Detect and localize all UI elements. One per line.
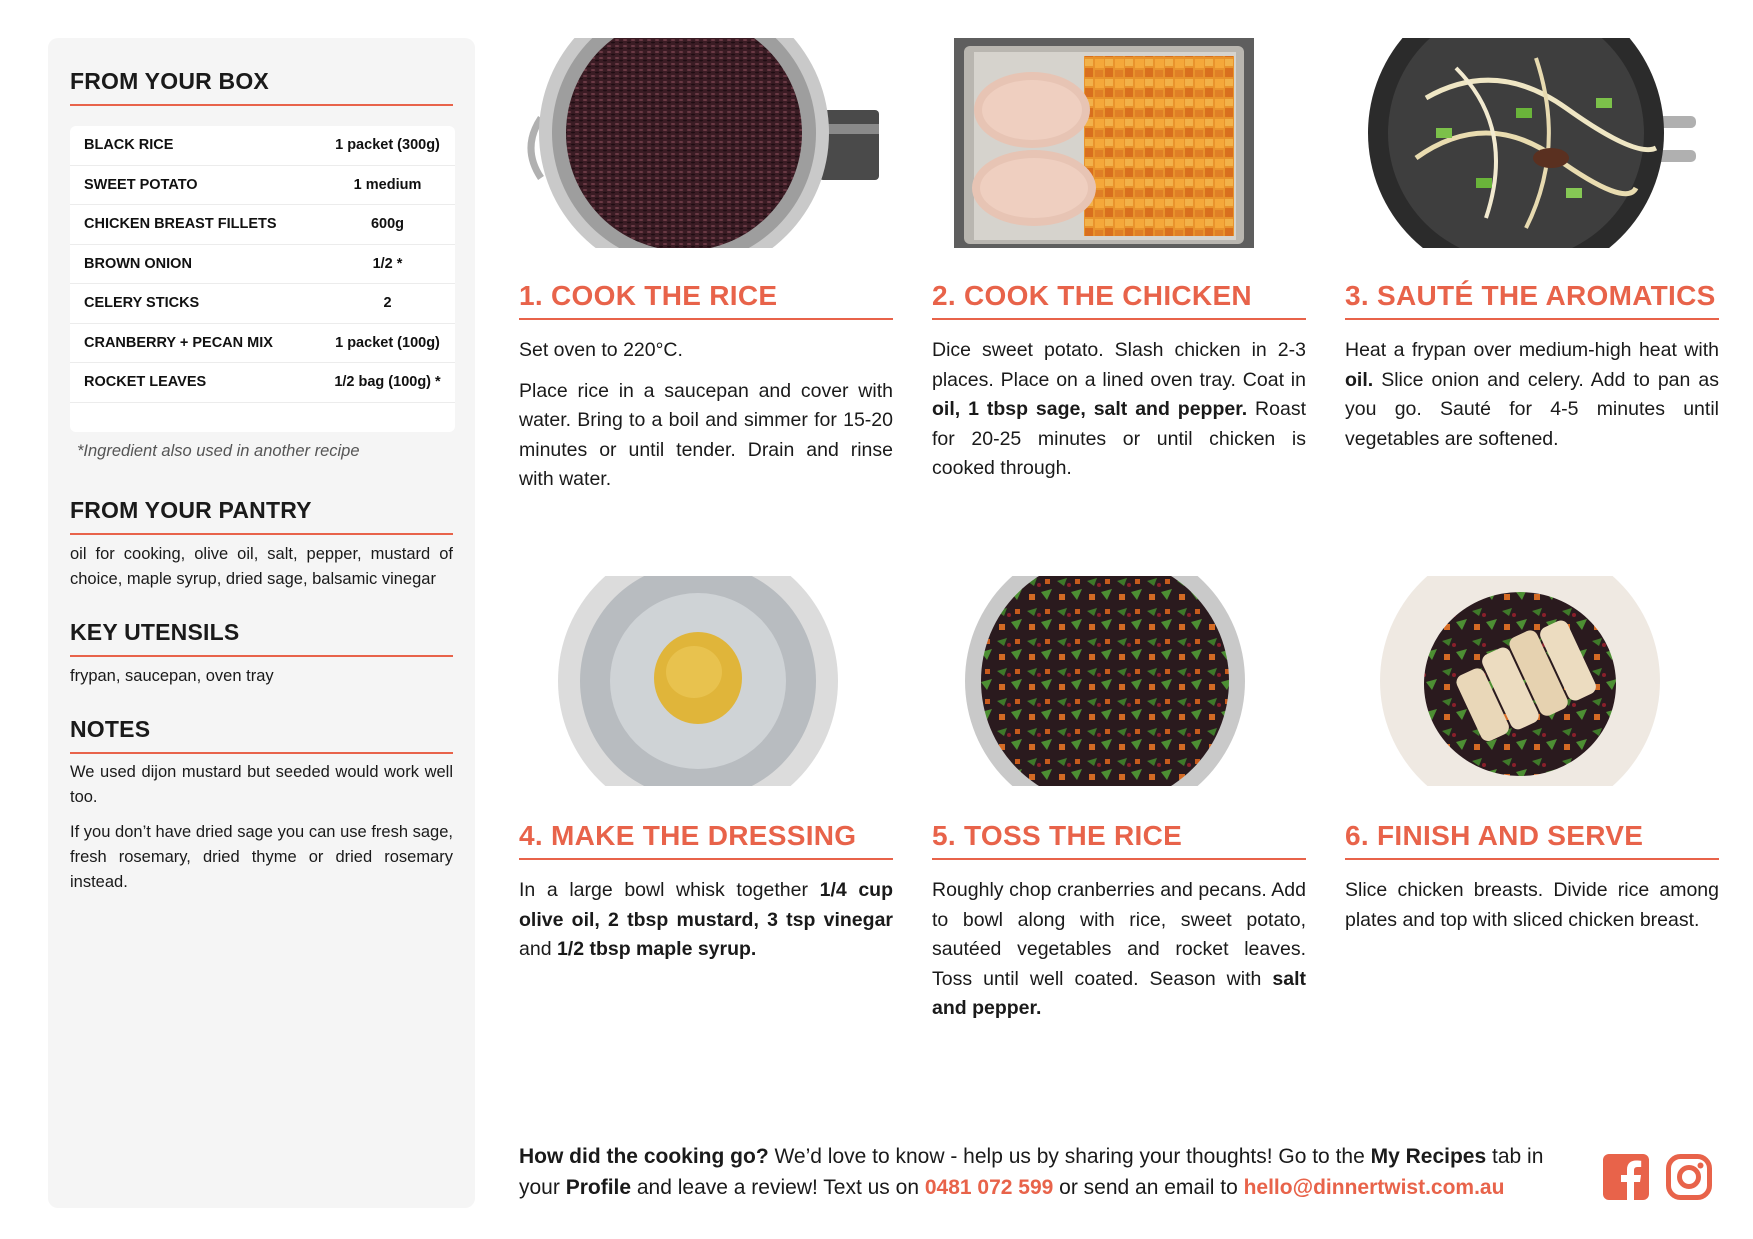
step-4-bold-text-2: 1/2 tbsp maple syrup. [556, 938, 757, 960]
ingredient-quantity: 1 packet (100g) [335, 334, 440, 351]
frypan-aromatics-image [1366, 38, 1696, 248]
plated-dish-image [1380, 576, 1660, 786]
step-4-body [519, 876, 893, 965]
step-4-bold-text: 1/4 cup olive oil, 2 tbsp mustard, 3 tsp vinegar [519, 879, 893, 931]
pantry-text: oil for cooking, olive oil, salt, pepper, mustard of choice, maple syrup, dried sage, balsamic vinegar [70, 545, 453, 588]
table-row [70, 166, 455, 206]
my-recipes-label: My Recipes [1370, 1145, 1487, 1168]
step-6-text: Slice chicken breasts. Divide rice among plates and top with sliced chicken breast. [1345, 879, 1719, 931]
email-link[interactable]: hello@dinnertwist.com.au [1243, 1176, 1505, 1199]
ingredient-name: CELERY STICKS [84, 295, 200, 312]
ingredient-name: ROCKET LEAVES [84, 374, 207, 391]
step-2-text: Dice sweet potato. Slash chicken in 2-3 places. Place on a lined oven tray. Coat in [932, 339, 1306, 391]
ingredient-quantity: 1/2 * [372, 255, 403, 272]
phone-number-link[interactable]: 0481 072 599 [924, 1176, 1054, 1199]
key-utensils-title: KEY UTENSILS [70, 619, 453, 657]
feedback-footer [519, 1141, 1579, 1203]
step-3-title: 3. SAUTÉ THE AROMATICS [1345, 280, 1719, 320]
facebook-icon[interactable] [1603, 1154, 1649, 1200]
profile-label: Profile [565, 1176, 632, 1199]
utensils-text: frypan, saucepan, oven tray [70, 667, 274, 685]
step-6-title: 6. FINISH AND SERVE [1345, 820, 1719, 860]
footer-text-2: tab in your [519, 1145, 1544, 1199]
footer-text-1: We’d love to know - help us by sharing your thoughts! Go to the [768, 1145, 1371, 1168]
ingredient-quantity: 1 packet (300g) [335, 137, 440, 154]
step-2-text-end: Roast for 20-25 minutes or until chicken is cooked through. [932, 398, 1306, 479]
table-row [70, 284, 455, 324]
step-3-bold-text: oil. [1345, 368, 1374, 391]
step-5-bold-text: salt and pepper. [932, 967, 1306, 1019]
ingredient-name: SWEET POTATO [84, 176, 198, 193]
step-3-body [1345, 336, 1719, 454]
ingredient-quantity: 2 [383, 295, 392, 312]
note-1: We used dijon mustard but seeded would work well too. [70, 763, 453, 806]
box-ingredients-table [70, 126, 455, 432]
notes-title: NOTES [70, 716, 453, 754]
step-6-body [1345, 876, 1719, 935]
ingredient-footnote: *Ingredient also used in another recipe [77, 442, 360, 460]
step-1-paragraph-1: Set oven to 220°C. [519, 339, 683, 361]
step-2-title: 2. COOK THE CHICKEN [932, 280, 1306, 320]
step-4 [519, 820, 893, 965]
step-1-body [519, 336, 893, 495]
table-row [70, 205, 455, 245]
notes-text [70, 760, 453, 905]
step-5-body [932, 876, 1306, 1024]
footer-text-3: and leave a review! Text us on [631, 1176, 925, 1199]
oven-tray-chicken-image [954, 38, 1254, 248]
step-4-text-mid: and [519, 938, 557, 960]
table-row [70, 245, 455, 285]
from-your-pantry-title: FROM YOUR PANTRY [70, 497, 453, 535]
step-1-title: 1. COOK THE RICE [519, 280, 893, 320]
step-2 [932, 280, 1306, 484]
ingredient-name: BLACK RICE [84, 137, 174, 154]
ingredient-quantity: 1 medium [353, 176, 422, 193]
step-2-body [932, 336, 1306, 484]
step-5-text: Roughly chop cranberries and pecans. Add to bowl along with rice, sweet potato, sautéed vegetables and rocket leaves. Toss until well coated. Season with [932, 879, 1306, 990]
note-2: If you don’t have dried sage you can use fresh sage, fresh rosemary, dried thyme or dried rosemary instead. [70, 823, 453, 891]
ingredient-name: CHICKEN BREAST FILLETS [84, 216, 277, 233]
step-3 [1345, 280, 1719, 454]
table-row [70, 126, 455, 166]
step-5 [932, 820, 1306, 1024]
step-1-paragraph-2: Place rice in a saucepan and cover with water. Bring to a boil and simmer for 15-20 minutes or until tender. Drain and rinse with water. [519, 379, 893, 490]
ingredient-name: BROWN ONION [84, 255, 192, 272]
table-row [70, 324, 455, 364]
tossed-rice-bowl-image [965, 576, 1245, 786]
step-3-text: Heat a frypan over medium-high heat with [1345, 339, 1719, 361]
from-your-box-title: FROM YOUR BOX [70, 68, 453, 106]
instagram-icon[interactable] [1666, 1154, 1712, 1200]
ingredient-name: CRANBERRY + PECAN MIX [84, 334, 273, 351]
feedback-question: How did the cooking go? [519, 1145, 769, 1168]
step-1 [519, 280, 893, 506]
ingredient-quantity: 1/2 bag (100g) * [334, 374, 441, 391]
step-3-text-end: Slice onion and celery. Add to pan as you go. Sauté for 4-5 minutes until vegetables are softened. [1345, 368, 1719, 450]
step-5-title: 5. TOSS THE RICE [932, 820, 1306, 860]
step-4-text: In a large bowl whisk together [519, 879, 820, 901]
step-4-title: 4. MAKE THE DRESSING [519, 820, 893, 860]
dressing-bowl-image [558, 576, 838, 786]
step-6 [1345, 820, 1719, 935]
ingredient-quantity: 600g [370, 216, 405, 233]
table-row [70, 363, 455, 403]
footer-text-4: or send an email to [1053, 1176, 1244, 1199]
step-2-bold-text: oil, 1 tbsp sage, salt and pepper. [932, 398, 1248, 420]
ingredients-sidebar [48, 38, 475, 1208]
black-rice-saucepan-image [519, 38, 879, 248]
